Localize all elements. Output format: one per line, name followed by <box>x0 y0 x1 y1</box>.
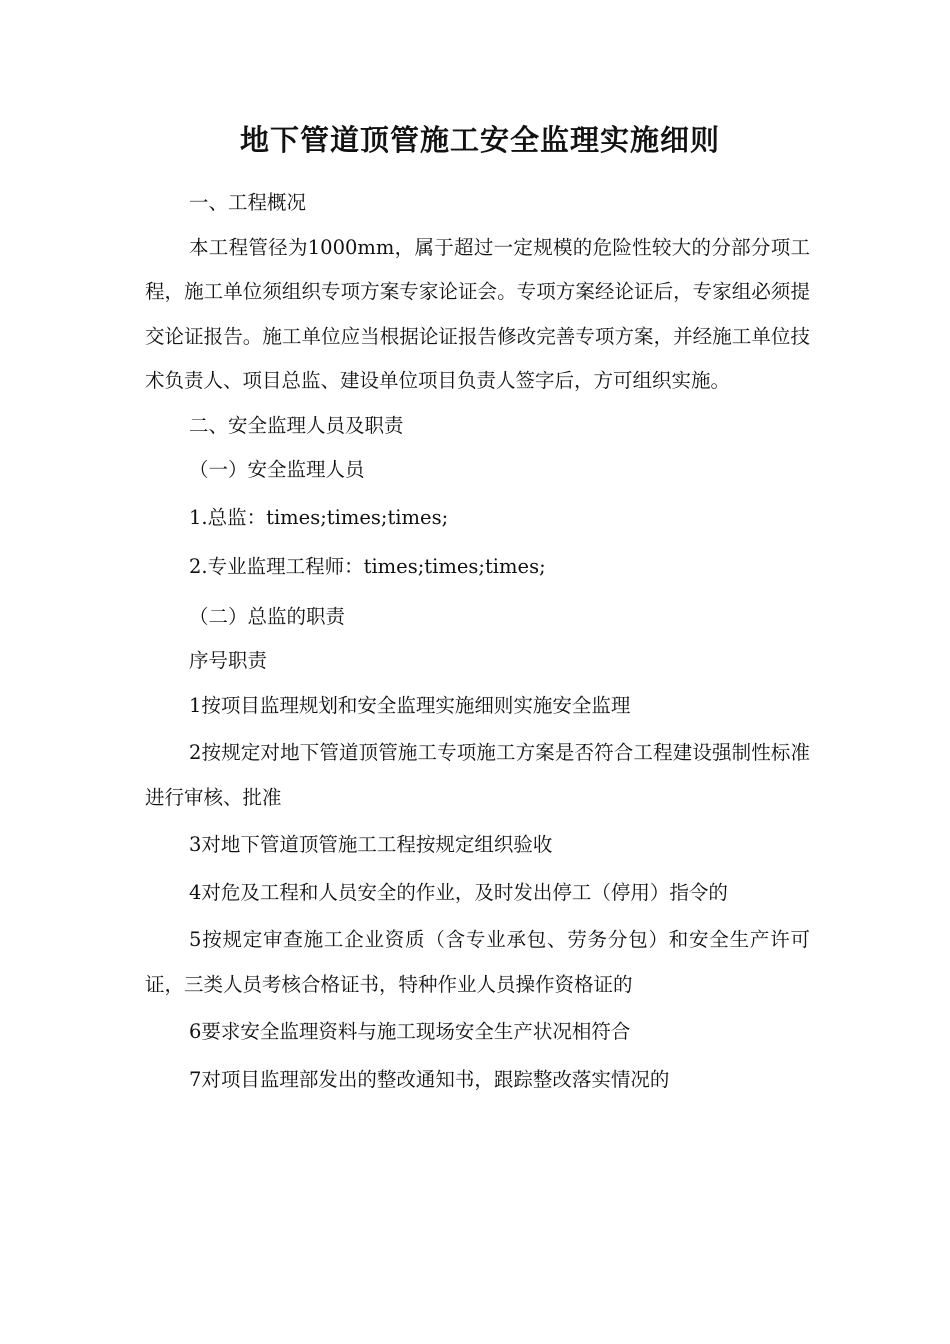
subsection-heading: （一）安全监理人员 <box>189 458 365 481</box>
duty-item: 7对项目监理部发出的整改通知书，跟踪整改落实情况的 <box>189 1067 670 1091</box>
section-heading: 二、安全监理人员及职责 <box>189 413 404 437</box>
table-header: 序号职责 <box>189 649 268 672</box>
duty-item: 6要求安全监理资料与施工现场安全生产状况相符合 <box>189 1020 631 1043</box>
paragraph: 本工程管径为1000mm，属于超过一定规模的危险性较大的分部分项工程，施工单位须组织专项方案专家论证会。专项方案经论证后，专家组必须提交论证报告。施工单位应当根据论证报告修改完善专项方案，并经施工单位技术负责人、项目总监、建设单位项目负责人签字后，方可组织实施。 <box>145 235 810 392</box>
duty-item: 5按规定审查施工企业资质（含专业承包、劳务分包）和安全生产许可证，三类人员考核合格证书，特种作业人员操作资格证的 <box>145 928 810 996</box>
duty-item: 3对地下管道顶管施工工程按规定组织验收 <box>189 833 553 856</box>
document-title: 地下管道顶管施工安全监理实施细则 <box>240 123 721 157</box>
duty-item: 2按规定对地下管道顶管施工专项施工方案是否符合工程建设强制性标准进行审核、批准 <box>145 741 810 809</box>
subsection-heading: （二）总监的职责 <box>189 604 346 628</box>
duty-item: 4对危及工程和人员安全的作业，及时发出停工（停用）指令的 <box>189 880 728 904</box>
section-heading: 一、工程概况 <box>189 191 307 214</box>
list-item: 1.总监：times;times;times; <box>189 505 449 529</box>
list-item: 2.专业监理工程师：times;times;times; <box>189 555 546 578</box>
duty-item: 1按项目监理规划和安全监理实施细则实施安全监理 <box>189 693 631 717</box>
document-body <box>145 181 810 1102</box>
